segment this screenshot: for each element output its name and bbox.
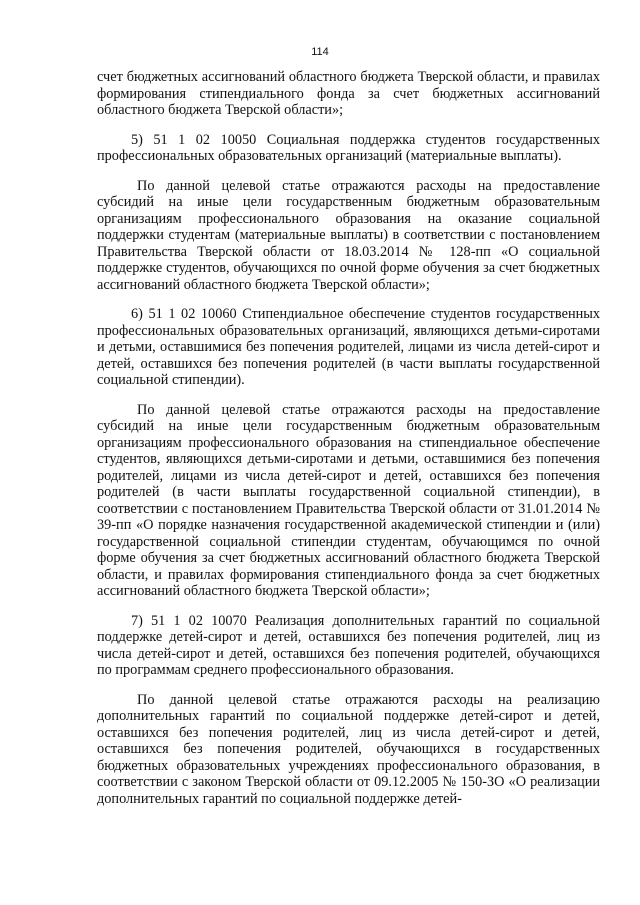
document-body xyxy=(97,69,600,820)
paragraph-item-5: 5) 51 1 02 10050 Социальная поддержка студентов государственных профессиональных образовательных организаций (материальные выплаты). xyxy=(97,131,600,164)
paragraph-description-5: По данной целевой статье отражаются расходы на предоставление субсидий на иные цели государственным бюджетным образовательным организациям профессионального образования на оказание социальной поддержки студентам (материальные выплаты) в соответствии с постановлением Правительства Тверской области от 18.03.2014 № 128-пп «О социальной поддержке студентов, обучающихся по очной форме обучения за счет бюджетных ассигнований областного бюджета Тверской области»; xyxy=(97,177,600,293)
paragraph-description-7: По данной целевой статье отражаются расходы на реализацию дополнительных гарантий по социальной поддержке детей-сирот и детей, оставшихся без попечения родителей, лиц из числа детей-сирот и детей, оставшихся без попечения родителей, обучающихся в государственных бюджетных образовательных учреждениях профессионального образования, в соответствии с законом Тверской области от 09.12.2005 № 150-ЗО «О реализации дополнительных гарантий по социальной поддержке детей- xyxy=(97,691,600,807)
paragraph-item-7: 7) 51 1 02 10070 Реализация дополнительных гарантий по социальной поддержке детей-сирот и детей, оставшихся без попечения родителей, лиц из числа детей-сирот и детей, оставшихся без попечения родителей, обучающихся по программам среднего профессионального образования. xyxy=(97,612,600,678)
paragraph-continuation: счет бюджетных ассигнований областного бюджета Тверской области, и правилах формирования стипендиального фонда за счет бюджетных ассигнований областного бюджета Тверской области»; xyxy=(97,69,600,118)
page-number: 114 xyxy=(311,46,329,58)
paragraph-item-6: 6) 51 1 02 10060 Стипендиальное обеспечение студентов государственных профессиональных образовательных организаций, являющихся детьми-сиротами и детьми, оставшимися без попечения родителей, лицами из числа детей-сирот и детей, оставшихся без попечения родителей (в части выплаты государственной социальной стипендии). xyxy=(97,306,600,388)
paragraph-description-6: По данной целевой статье отражаются расходы на предоставление субсидий на иные цели государственным бюджетным образовательным организациям профессионального образования на стипендиальное обеспечение студентов, являющихся детьми-сиротами и детьми, оставшимися без попечения родителей, лицами из числа детей-сирот и детей, оставшихся без попечения родителей (в части выплаты государственной социальной стипендии), в соответствии с постановлением Правительства Тверской области от 31.01.2014 № 39-пп «О порядке назначения государственной академической стипендии и (или) государственной социальной стипендии студентам, обучающимся по очной форме обучения за счет бюджетных ассигнований областного бюджета Тверской области, и правилах формирования стипендиального фонда за счет бюджетных ассигнований областного бюджета Тверской области»; xyxy=(97,401,600,599)
